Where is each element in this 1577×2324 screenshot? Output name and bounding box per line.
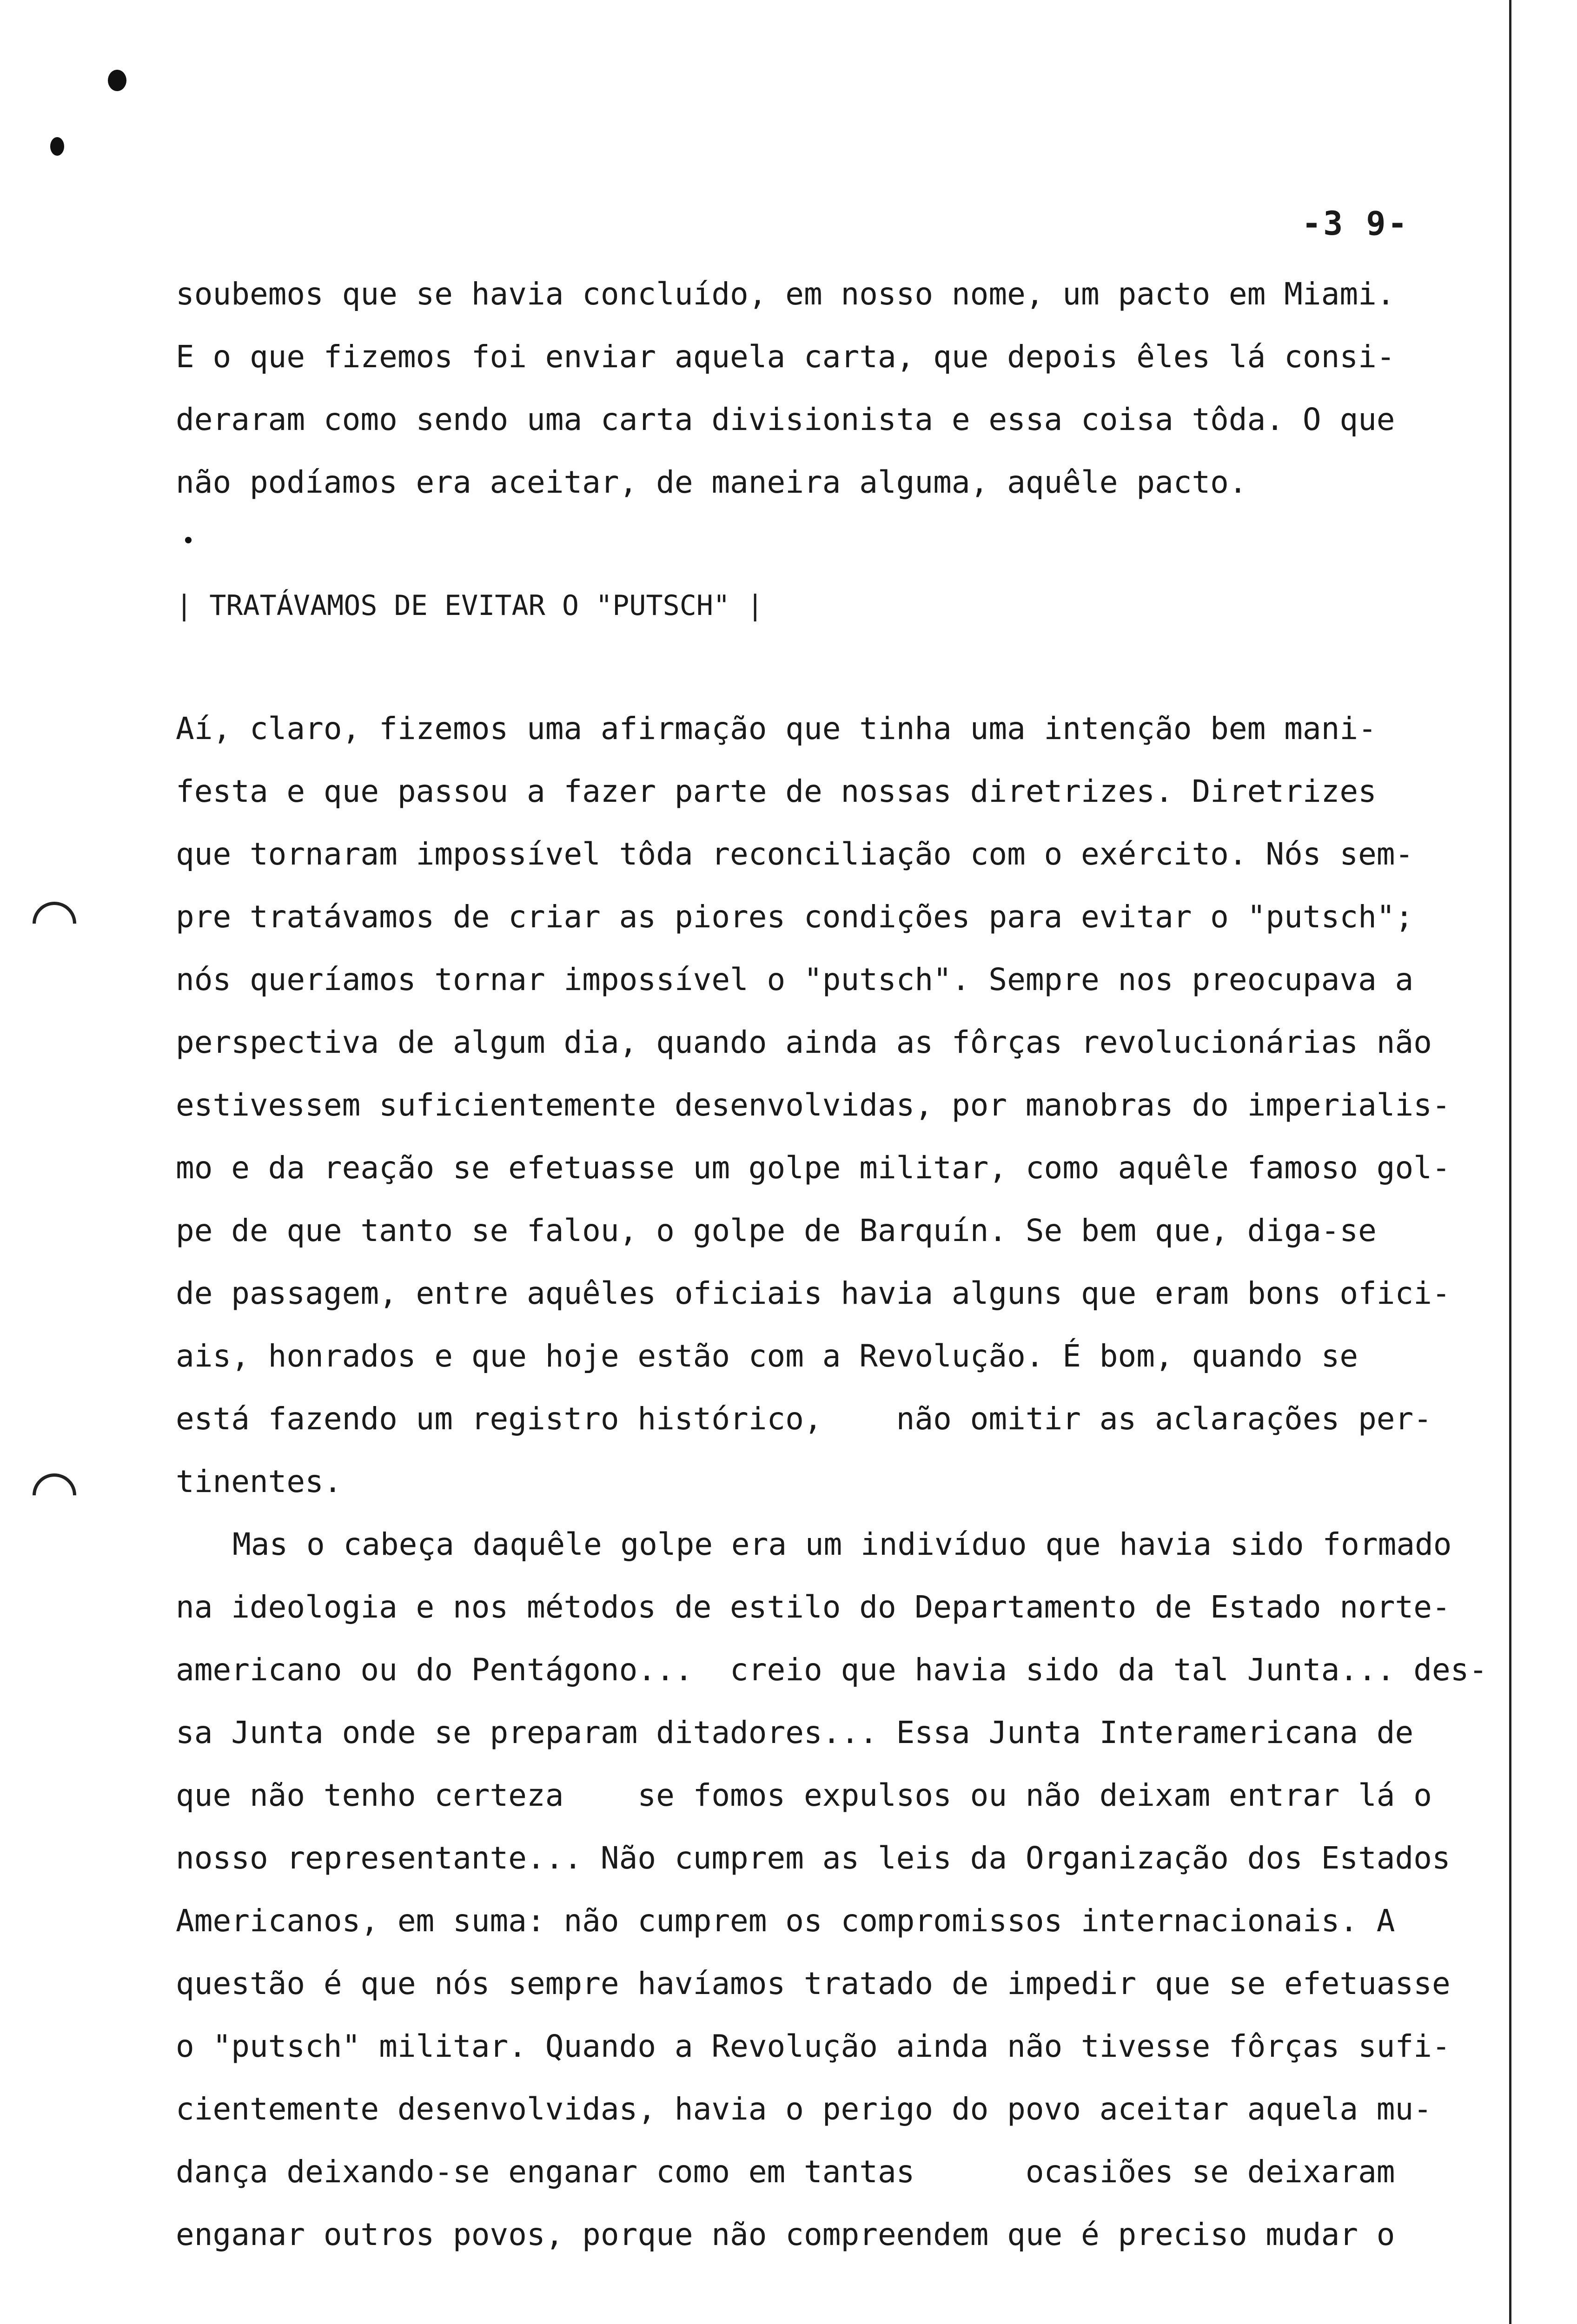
punch-hole-mark: [24, 1465, 86, 1526]
text-line: americano ou do Pentágono... creio que havia sido da tal Junta... des-: [176, 1652, 1488, 1688]
ink-spot: [108, 70, 126, 91]
text-line: perspectiva de algum dia, quando ainda as fôrças revolucionárias não: [176, 1024, 1432, 1060]
ink-spot: [185, 537, 192, 543]
text-line: dança deixando-se enganar como em tantas ocasiões se deixaram: [176, 2154, 1395, 2190]
text-line: ais, honrados e que hoje estão com a Revolução. É bom, quando se: [176, 1338, 1358, 1374]
text-line: estivessem suficientemente desenvolvidas, por manobras do imperialis-: [176, 1087, 1451, 1123]
text-line: festa e que passou a fazer parte de nossas diretrizes. Diretrizes: [176, 773, 1377, 809]
text-line: pe de que tanto se falou, o golpe de Barquín. Se bem que, diga-se: [176, 1213, 1377, 1248]
text-line: Americanos, em suma: não cumprem os compromissos internacionais. A: [176, 1903, 1395, 1939]
text-line: Mas o cabeça daquêle golpe era um indivíduo que havia sido formado: [232, 1526, 1452, 1562]
text-line: soubemos que se havia concluído, em nosso nome, um pacto em Miami.: [176, 276, 1395, 312]
margin-rule-vertical: [1509, 0, 1511, 2324]
text-line: E o que fizemos foi enviar aquela carta, que depois êles lá consi-: [176, 339, 1395, 375]
text-line: pre tratávamos de criar as piores condições para evitar o "putsch";: [176, 899, 1414, 935]
text-line: enganar outros povos, porque não compreendem que é preciso mudar o: [176, 2217, 1395, 2252]
text-line: que não tenho certeza se fomos expulsos ou não deixam entrar lá o: [176, 1777, 1432, 1813]
page-number: -3 9-: [1302, 205, 1409, 243]
text-line: não podíamos era aceitar, de maneira alguma, aquêle pacto.: [176, 464, 1247, 500]
ink-spot: [50, 137, 64, 156]
text-line: de passagem, entre aquêles oficiais havia alguns que eram bons ofici-: [176, 1275, 1451, 1311]
text-line: questão é que nós sempre havíamos tratado de impedir que se efetuasse: [176, 1966, 1451, 2001]
text-line: o "putsch" militar. Quando a Revolução ainda não tivesse fôrças sufi-: [176, 2028, 1451, 2064]
punch-hole-mark: [24, 893, 86, 955]
text-line: que tornaram impossível tôda reconciliação com o exército. Nós sem-: [176, 836, 1414, 872]
text-line: nosso representante... Não cumprem as leis da Organização dos Estados: [176, 1840, 1451, 1876]
text-line: tinentes.: [176, 1464, 342, 1499]
text-line: nós queríamos tornar impossível o "putsch". Sempre nos preocupava a: [176, 962, 1414, 997]
section-heading: | TRATÁVAMOS DE EVITAR O "PUTSCH" |: [176, 589, 764, 622]
text-line: na ideologia e nos métodos de estilo do Departamento de Estado norte-: [176, 1589, 1451, 1625]
text-line: Aí, claro, fizemos uma afirmação que tinha uma intenção bem mani-: [176, 711, 1377, 746]
text-line: está fazendo um registro histórico, não omitir as aclarações per-: [176, 1401, 1432, 1437]
text-line: mo e da reação se efetuasse um golpe militar, como aquêle famoso gol-: [176, 1150, 1451, 1186]
text-line: cientemente desenvolvidas, havia o perigo do povo aceitar aquela mu-: [176, 2091, 1432, 2127]
text-line: sa Junta onde se preparam ditadores... Essa Junta Interamericana de: [176, 1715, 1414, 1750]
text-line: deraram como sendo uma carta divisionista e essa coisa tôda. O que: [176, 402, 1395, 437]
